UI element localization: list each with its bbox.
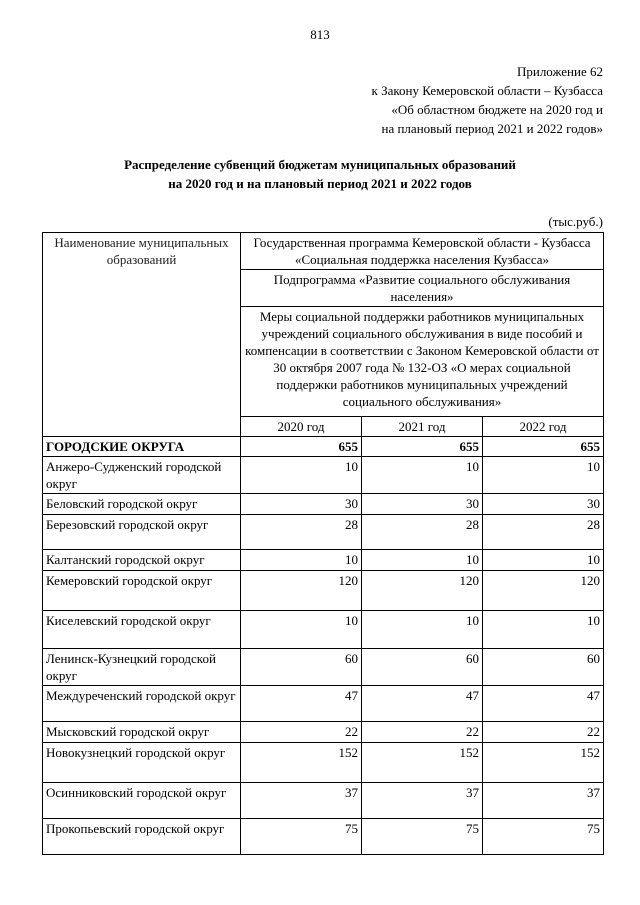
amount-cell: 22 <box>362 722 483 743</box>
amount-cell: 47 <box>483 686 604 722</box>
table-row <box>43 457 604 494</box>
total-value: 655 <box>362 437 483 457</box>
amount-cell: 75 <box>483 819 604 855</box>
amount-cell: 10 <box>241 611 362 649</box>
amount-cell: 30 <box>362 494 483 515</box>
amount-cell: 120 <box>483 571 604 611</box>
municipality-name: Калтанский городской округ <box>43 550 241 571</box>
title-line: Распределение субвенций бюджетам муниципальных образований <box>124 157 516 172</box>
amount-cell: 75 <box>241 819 362 855</box>
amount-cell: 10 <box>483 457 604 494</box>
table-row <box>43 649 604 686</box>
year-header: 2021 год <box>362 417 483 437</box>
program-header: Государственная программа Кемеровской области - Кузбасса «Социальная поддержка населения Кузбасса» <box>241 233 604 270</box>
municipality-name: Березовский городской округ <box>43 515 241 550</box>
table-row <box>43 783 604 819</box>
amount-cell: 37 <box>362 783 483 819</box>
amount-cell: 22 <box>483 722 604 743</box>
subvention-table <box>42 232 604 855</box>
table-row <box>43 743 604 783</box>
amount-cell: 10 <box>241 550 362 571</box>
table-body <box>43 233 604 855</box>
name-column-header: Наименование муниципальных образований <box>43 233 241 437</box>
amount-cell: 22 <box>241 722 362 743</box>
appendix-reference <box>372 62 604 138</box>
total-label: ГОРОДСКИЕ ОКРУГА <box>43 437 241 457</box>
subprogram-header: Подпрограмма «Развитие социального обслуживания населения» <box>241 270 604 307</box>
municipality-name: Осинниковский городской округ <box>43 783 241 819</box>
municipality-name: Мысковский городской округ <box>43 722 241 743</box>
measure-header: Меры социальной поддержки работников муниципальных учреждений социального обслуживания в виде пособий и компенсации в соответствии с Законом Кемеровской области от 30 октября 2007 года № 132-ОЗ «О мерах социальной поддержки работников муниципальных учреждений социального обслуживания» <box>241 307 604 417</box>
amount-cell: 30 <box>241 494 362 515</box>
amount-cell: 10 <box>483 611 604 649</box>
amount-cell: 37 <box>483 783 604 819</box>
amount-cell: 47 <box>362 686 483 722</box>
municipality-name: Новокузнецкий городской округ <box>43 743 241 783</box>
municipality-name: Ленинск-Кузнецкий городской округ <box>43 649 241 686</box>
amount-cell: 75 <box>362 819 483 855</box>
amount-cell: 60 <box>362 649 483 686</box>
amount-cell: 28 <box>241 515 362 550</box>
table-row <box>43 550 604 571</box>
units-label: (тыс.руб.) <box>548 214 603 229</box>
amount-cell: 47 <box>241 686 362 722</box>
table-row <box>43 819 604 855</box>
amount-cell: 10 <box>362 457 483 494</box>
amount-cell: 152 <box>362 743 483 783</box>
amount-cell: 28 <box>362 515 483 550</box>
appendix-line: к Закону Кемеровской области – Кузбасса <box>371 83 603 98</box>
year-header: 2020 год <box>241 417 362 437</box>
amount-cell: 37 <box>241 783 362 819</box>
amount-cell: 10 <box>362 611 483 649</box>
table-row <box>43 494 604 515</box>
table-row <box>43 686 604 722</box>
title-line: на 2020 год и на плановый период 2021 и 2022 годов <box>168 176 472 191</box>
document-title <box>0 155 640 193</box>
table-row <box>43 611 604 649</box>
header-row <box>43 233 604 270</box>
municipality-name: Анжеро-Судженский городской округ <box>43 457 241 494</box>
municipality-name: Прокопьевский городской округ <box>43 819 241 855</box>
appendix-line: Приложение 62 <box>516 64 603 79</box>
municipality-name: Кемеровский городской округ <box>43 571 241 611</box>
amount-cell: 120 <box>241 571 362 611</box>
table-row <box>43 722 604 743</box>
amount-cell: 30 <box>483 494 604 515</box>
amount-cell: 152 <box>241 743 362 783</box>
total-value: 655 <box>241 437 362 457</box>
municipality-name: Киселевский городской округ <box>43 611 241 649</box>
total-row <box>43 437 604 457</box>
table-row <box>43 571 604 611</box>
year-header: 2022 год <box>483 417 604 437</box>
amount-cell: 120 <box>362 571 483 611</box>
total-value: 655 <box>483 437 604 457</box>
appendix-line: «Об областном бюджете на 2020 год и <box>391 102 603 117</box>
amount-cell: 28 <box>483 515 604 550</box>
page-number: 813 <box>310 27 330 42</box>
amount-cell: 152 <box>483 743 604 783</box>
amount-cell: 10 <box>241 457 362 494</box>
amount-cell: 60 <box>241 649 362 686</box>
municipality-name: Междуреченский городской округ <box>43 686 241 722</box>
amount-cell: 10 <box>483 550 604 571</box>
municipality-name: Беловский городской округ <box>43 494 241 515</box>
table-row <box>43 515 604 550</box>
appendix-line: на плановый период 2021 и 2022 годов» <box>381 121 603 136</box>
amount-cell: 10 <box>362 550 483 571</box>
amount-cell: 60 <box>483 649 604 686</box>
